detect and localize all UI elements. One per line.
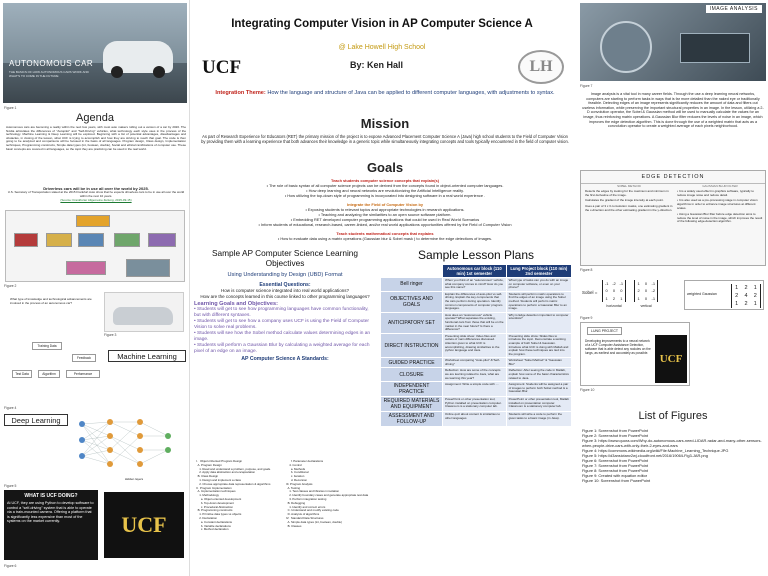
lesson-plan-row-label: ANTICIPATORY SET [381,312,443,333]
lesson-plan-cell-autonomous: Assignment: Write a simple code with .... [443,382,507,397]
matrix-cell: 1 [753,301,757,307]
matrix-cell: 0 [644,288,648,294]
matrix-cell: 1 [637,295,640,301]
goals-3-item: • How to evaluate data using a matrix operations (Gaussian blur & Sobel mask ) to determine the edge detections of images. [277,236,493,241]
standard-item: B. Classes [286,523,302,528]
matrix-cell: -1 [651,295,656,301]
gaussian-blur-heading: GAUSSIAN BLUR FILTER [702,184,738,188]
standard-item: A. Program Design [196,462,222,467]
standard-item: III. Program Analysis [286,481,313,486]
standard-item: 2. Identify boundary cases and generate appropriate test data [286,493,369,498]
ml-node: Test Data [12,370,32,378]
school-name: @ Lake Howell High School [338,44,426,51]
figure-caption-6: Figure 6 [4,564,17,568]
standard-item: b. Conditional [286,470,309,475]
lesson-plan-row-label: GUIDED PRACTICE [381,358,443,368]
standard-item: 2. Apply data abstraction and encapsulation [196,470,256,475]
poster-title [212,18,552,30]
goals-section-3-title: Teach students mathematical concepts that explains [336,231,434,236]
lesson-plan-row-label: ASSESSMENT AND FOLLOW-UP [381,412,443,427]
lesson-plan-row [381,397,572,412]
standard-item: f. Parameter declarations [286,459,324,463]
sobel-item: Calculates the gradient of the image intensity at each point. [585,198,664,203]
lesson-plans-table [380,264,572,427]
standard-item: C. Understand and modify existing code [286,508,339,513]
gaussian-blur-column [677,185,763,224]
lung-project-panel [580,322,690,386]
vertical-label: vertical [640,304,652,308]
lesson-plan-row [381,312,572,333]
car-technology-diagram [5,210,185,282]
ucf-logo: UCF [202,57,242,78]
standard-item: A. Testing [286,485,301,490]
lesson-plans-panel [380,248,572,570]
car-wheel-icon [111,66,123,78]
sobel-vertical-matrix [634,280,658,302]
figure-list-item: Figure 4: https://commons.wikimedia.org/wiki/File:Machine_Learning_Technique.JPG [582,448,729,453]
figure-list-item: Figure 3: https://www.quora.com/Why-do-autonomous-cars-need-LIDAR-radar-and-many-other-sensors-when-people-drive-cars-with-only-their-2-eyes-and-ears [582,438,762,448]
list-of-figures [582,428,764,483]
sobel-item: Detects the edges by looking for the maximum and minimum in the first derivative of the image. [585,188,669,197]
matrix-cell: -1 [604,281,609,286]
figure-caption-7: Figure 7 [580,84,593,88]
agenda-title: Agenda [76,112,114,124]
lesson-plan-cell-lung: Why is Edge detection important to computer scientists? [506,312,571,333]
matrix-cell: -1 [619,281,624,286]
objectives-title: Sample AP Computer Science Learning Objectives [211,248,359,268]
what-is-ucf-text: At UCF, they are using Python to develop software to control a "self-driving" system that is able to operate via a train-mounted camera. Offering a platform that is significantly less expensive than most of the systems on the market currently. [7,501,94,523]
diagram-node [114,233,140,247]
matrix-cell: 1 [735,285,739,291]
lake-howell-monogram: LH [529,58,553,75]
figure-caption-9: Figure 9 [580,316,593,320]
figure-caption-10: Figure 10 [580,388,595,392]
what-is-ucf-title: WHAT IS UCF DOING? [24,493,78,499]
standard-item: 1. Methodology [196,493,219,498]
standard-item: 2. Declaration [196,515,218,520]
standards-left-list [196,460,284,532]
diagram-node [76,215,110,227]
standard-item: d. Recursion [286,477,308,482]
lesson-plan-row-label: DIRECT INSTRUCTION [381,333,443,358]
ap-standards-title: AP Computer Science A Standards: [241,356,329,363]
matrix-cell: 1 [753,285,757,291]
standard-item: A. Simple data types (int, boolean, double) [286,519,342,524]
lesson-plan-cell-lung: What type of tasks can you do with an image on computer software, or even on your phone? [506,278,571,292]
gaussian-matrix-box [684,280,764,310]
ml-node: Training Data [32,342,62,350]
image-analysis-text: Image analysis is a vital tool in many career fields. Through the use a deep learning neural networks, computers are starting to perform tasks in ways that is far more detailed than the naked eye or traditionally feasible. Detecting edges of an image represents significantly reduces the amount of data and filters out useless information, while preserving the important structural properties in an image. In the lesson, utilizing a 2-D convolution operator, the Sobel & Gaussian method will be used to manually calculate the values for an image, thus reinforcing matrix operations. A Gaussian Blur filter reduces the levels of noise in an image, which improves the edge detection algorithm. This is done through the use of a weighted matrix that acts as a convolution operator to create a weighted average of each pixels neighborhood. [582,92,764,129]
standard-item: 1. Design and implement a class [196,477,241,482]
standard-item: 1. Identify and correct errors [286,504,326,509]
lesson-plan-cell-lung: Students will perform matrix operations to find the edges of an image using the Sobel method. Students will perform matrix operations to perform a Gaussian Blur to an image. [506,291,571,312]
goals-content [200,178,570,241]
goals-1-item: • The role of basic syntax of all computer science projects can be derived from the concepts found in object-oriented computer languages. [266,183,504,188]
learning-goal-item: • Students will get to see how programming languages have common functionality, but with different syntaxes. [194,307,376,319]
matrix-cell: 1 [637,281,640,286]
lesson-plan-row-label: Bell ringer [381,278,443,292]
computer-screen-graphic [680,33,750,63]
left-column [0,0,190,576]
diagram-node [126,259,170,277]
integration-theme-label: Integration Theme: [215,90,266,96]
autonomous-car-panel [3,3,187,103]
mission-text: As part of Research Experience for Educators (RET) the primary mission of the project is to expose Advanced Placement Computer Science A (Java) high school students to the Field of Computer Vision by providing them with a learning experience that both advances their knowledge in a generic topic while simultaneously integrating concepts and tools typically encountered in the field of computer vision. [201,134,569,145]
lake-howell-logo [518,50,564,84]
matrix-cell: 2 [637,288,640,294]
goals-2-item: • Inform students of educational, research-based, career-linked, and/or real world applications opportunities offered by the Field of Computer Vision [258,222,512,227]
matrix-cell: 0 [644,295,648,301]
lesson-plan-cell-autonomous: When you think of an "autonomous" vehicle, what company comes to mind? How do you see this name? [443,278,507,292]
goals-1-item: • How deep learning and neural networks are revolutionizing the Artificial Intelligence reality. [306,188,464,193]
figure-caption-2: Figure 2 [4,284,17,288]
lesson-plan-cell-autonomous: Online quiz about content & similarities to other languages [443,412,507,427]
standard-item: I. Object-Oriented Program Design [196,459,243,463]
car-sensor-image [104,292,184,332]
lesson-plan-cell-autonomous: Presenting slide show: Video files and outlets of main differences discussed. Attention given to what UCF is accomplishing, drawing similarities to the python language and Java. [443,333,507,358]
car-panel-title: AUTONOMOUS CAR [9,59,94,68]
lesson-plans-title: Sample Lesson Plans [417,248,535,262]
matrix-cell: 0 [605,288,608,294]
matrix-cell: 1 [605,295,608,301]
edge-detection-panel [580,170,766,266]
standard-item: B. Debugging [286,500,306,505]
standard-item: B. Class Design [196,474,219,479]
matrix-cell: -2 [651,288,656,294]
lesson-plans-body [381,278,572,427]
sobel-item: Uses a pair of 3 x 3 convolution masks, one estimating gradient in the x-direction and the other estimating gradient in the y-direction. [585,204,673,212]
sobel-label: Sobel = [582,290,598,295]
matrix-cell: -2 [612,281,616,286]
integration-theme-text: How the language and structure of Java can be applied to different computer languages, with adjustments to syntax. [267,90,555,96]
lung-project-label: LUNG PROJECT [587,327,622,335]
standards-right-list [286,460,376,528]
goals-section-1-title: Teach students computer science concepts that explain(s) [330,178,440,183]
ucf-logo-image: UCF [104,492,184,558]
figure-list-item: Figure 6: Screenshot from PowerPoint [582,458,648,463]
matrix-equations [580,276,766,314]
lesson-plan-cell-autonomous: Explain the differences of auto-pilot vs self-driving. Explain the key components that the cars perform during operation. Identify common components of computer program languages. [443,291,507,312]
eq-item: How are the concepts learned in this course linked to other programming languages? [200,293,370,299]
agenda-text: Autonomous cars are becoming a reality within the next few years, with most auto makers rolling out a version of a car by 2020. The Nvidia articulates the differences of "Autopilot" and "Self-Driving" vehicles, what technology each style uses in the process of the technology. Machine Learning & Deep Learning will be explored. Beginning with a list of potential advantages, disadvantages and obstacles, in closing of the lesson, what UCF is trying to accomplish and how they are striving to reach that goal. The code is then going to be analyzed and comparisons will be focused in the basis of all languages. Program design, Class design, Implementation techniques, Programming constructs, Simple data types (int, boolean, double), Social and ethical ramifications of computer use. These basic concepts are covered in all languages, so the topic they are practicing can be used in the real world. [6,125,186,151]
learning-goal-item: • Students will perform a Gaussian Blur by calculating a weighted average for each pixel of an edge on an image. [194,343,376,355]
gaussian-item: • It is also used as a pre-processing stage in computer vision algorithms in order to enhance image structures at different scales. [677,198,758,210]
figure-caption-8: Figure 8 [580,268,593,272]
standard-item: IV. Standard Data Structures [286,515,324,520]
matrix-cell: 0 [644,281,648,286]
gaussian-matrix [731,284,761,308]
lesson-plan-cell-lung: Students will write a code to perform the given tasks to a basic image (in Java). [506,412,571,427]
matrix-cell: 1 [620,295,623,301]
lesson-plan-cell-lung: Presenting slide show: Slides files to introduce the topic. Demonstrate a working example of both Sobel & Gaussian. Introduce what UCF is doing with Matlab and explain how these techniques are tied into the program. [506,333,571,358]
standard-item: c. Method declaration [196,527,229,532]
ml-node: Performance [66,370,100,378]
knowledge-question: What type of knowledge and technological advancements are involved in the process of an autonomous car? [10,297,92,305]
driverless-text: U.S. Secretary of Transportation stated at the 2015 Frankfurt Auto show that he expects driverless cars to be in use all over the world within the next 10 years. [7,190,185,198]
lesson-plan-row-label: REQUIRED MATERIALS AND EQUIPMENT [381,397,443,412]
standard-item: c. Procedural Abstraction [196,504,233,509]
figure-caption-3: Figure 3 [104,333,117,337]
figure-caption-4: Figure 4 [4,406,17,410]
lesson-plans-col1-header: Autonomous car block (110 min) 1st semester [443,265,507,278]
standard-item: a. Constant declarations [196,519,232,524]
goals-section-2-title: Integrate the Field of Computer Vision by [346,202,424,207]
driverless-source-link[interactable]: (Source: Frankfurter Allgemeine Zeitung, 2015-09-15) [60,198,132,202]
lesson-plan-cell-lung: PowerPoint or other presentation tool, Matlab installed on presentation computer. Classroom is a stationary computer lab. [506,397,571,412]
matrix-cell: 1 [735,301,739,307]
ml-node: Feedback [72,354,96,362]
ubd-title: Using Understanding by Design (UBD) Format [227,272,343,278]
author-byline: By: Ken Hall [350,60,404,70]
gaussian-item: • Using a Gaussian Blur filter before edge detection aims to reduce the level of noise in the image, which improves the result of the following edge-detection algorithm. [677,211,763,224]
machine-learning-label: Machine Learning [108,350,186,362]
diagram-node [78,233,104,247]
lesson-plan-cell-lung: Reflection: After seeing the code in Matlab, explain how some of the basic characteristics related to Java. [506,368,571,382]
standard-item: 4. Control [286,462,302,467]
diagram-node [14,233,38,247]
figure-list-item: Figure 1: Screenshot from PowerPoint [582,428,648,433]
lesson-plan-cell-autonomous: PowerPoint or other presentation tool, Python installed on presentation computer. Classroom is a stationary computer lab. [443,397,507,412]
objectives-panel [194,248,376,570]
image-analysis-panel [580,3,766,81]
standard-item: 2. Choose appropriate data representation & algorithms [196,481,271,486]
lesson-plan-row-label: CLOSURE [381,368,443,382]
poster-title-text: Integrating Computer Vision in AP Computer Science A [231,18,533,30]
edge-detection-title: EDGE DETECTION [581,171,765,184]
driverless-heading: Driverless cars will be in use all over the world by 2025. [43,186,149,191]
lesson-plan-row [381,412,572,427]
lesson-plan-row [381,333,572,358]
list-of-figures-title: List of Figures [638,410,708,422]
goals-2-item: • Exposing students to relevant topics and appropriate technologies in research applications. [305,207,465,212]
matrix-cell: 2 [612,295,616,301]
standard-item: a. Object-oriented development [196,496,242,501]
standard-item: A. Implementation techniques [196,489,236,494]
standard-item: D. Analysis of algorithms [286,512,320,517]
figure-caption-5: Figure 5 [4,484,17,488]
lesson-plan-row [381,278,572,292]
lesson-plan-row-label: OBJECTIVES AND GOALS [381,291,443,312]
lesson-plans-header-row [381,265,572,278]
goals-2-item: • Teaching and analyzing the similarities to an open source software platform. [318,212,452,217]
car-wheel-icon [153,66,165,78]
car-shape [113,307,173,325]
figure-list-item: Figure 5: https://d3ansictanv2wj.cloudfront.net/2016/1906/LFig3-JAR.png [582,453,708,458]
diagram-node [46,233,72,247]
standard-item: c. Iteration [286,474,305,479]
matrix-cell: 0 [620,288,623,294]
figure-caption-1: Figure 1 [4,106,17,110]
lesson-plan-row [381,291,572,312]
matrix-cell: -1 [651,281,656,286]
matrix-cell: 4 [744,293,748,299]
matrix-cell: 2 [744,301,748,307]
learning-goal-item: • Students will get to see how a company uses UCF is using the Field of Computer Vision to solve real problems. [194,319,376,331]
standard-item: b. Top-down development [196,500,234,505]
essential-questions-title: Essential Questions: [259,282,311,288]
gaussian-item: • It is a widely used effect in graphics software, typically to reduce image noise and reduce detail. [677,188,754,197]
learning-goals-title: Learning Goals and Objectives: [194,301,278,308]
goals-1-item: • How utilizing the top-down style of programming is incorporated into designing software in a real world experience . [284,193,486,198]
sobel-method-heading: SOBEL METHOD [617,184,641,188]
figure-list-item: Figure 9: Created with equation editor [582,473,648,478]
what-is-ucf-panel [4,490,98,560]
lesson-plans-corner [381,265,443,278]
lung-project-text: Developing improvements to a neural network of a UCF Computer Assistance Detection, software that is able detect any nodules on the lungs, as earliest and accurately as possible. [585,339,651,355]
lesson-plans-col2-header: Lung Project block (110 min) 2nd semester [506,265,571,278]
lesson-plan-cell-lung: Worksheet "Sobel Method" & "Gaussian Blur" [506,358,571,368]
eq-item: How is computer science integrated into real world applications? [220,288,350,293]
standard-item: 1. Primitive data types vs objects [196,512,242,517]
goals-title: Goals [366,160,404,175]
sobel-method-column [585,185,673,213]
diagram-node [66,261,106,275]
integration-theme [200,90,570,97]
standard-item: 3. Perform integration testing [286,496,327,501]
standard-item: a. Methods [286,466,306,471]
right-column [576,0,768,576]
learning-goal-item: • Students will see how the Sobel method calculate values determining edges in an image. [194,331,376,343]
deep-learning-label: Deep Learning [4,414,68,426]
standard-item: B. Programming constructs [196,508,233,513]
matrix-cell: 2 [753,293,757,299]
horizontal-label: horizontal [606,304,622,308]
lung-project-ucf-logo: UCF [655,335,687,383]
hidden-layers-label: Hidden layers [124,477,144,481]
figure-list-item: Figure 2: Screenshot from PowerPoint [582,433,648,438]
machine-learning-diagram [8,340,108,404]
image-analysis-title: IMAGE ANALYSIS [706,5,762,13]
car-panel-subtitle: THE BASICS OF HOW AUTONOMOUS CARS WORK AND WHAT'S TO COME IN THE FUTURE [9,70,89,78]
lesson-plan-row [381,368,572,382]
goals-2-item: • Embedding RET developed computer programming applications that could be used in Real World Scenarios [290,217,480,222]
lesson-plan-row [381,382,572,397]
figure-list-item: Figure 7: Screenshot from PowerPoint [582,463,648,468]
weighted-gaussian-label: weighted Gaussian [687,292,717,296]
diagram-node [148,233,176,247]
lesson-plan-cell-autonomous: How does an "autonomous" vehicle operate? What separates the existing, functional cars from those that will be on the market in the near future? Is there a difference? [443,312,507,333]
figure-list-item: Figure 8: Screenshot from PowerPoint [582,468,648,473]
ml-node: Algorithm [38,370,60,378]
standard-item: 1. Test classes and libraries in isolation [286,489,340,494]
sobel-horizontal-matrix [602,280,626,302]
standard-item: II. Program Implementation [196,485,232,490]
lesson-plan-row-label: INDEPENDENT PRACTICE [381,382,443,397]
standard-item: b. Variable declarations [196,523,231,528]
matrix-cell: 2 [744,285,748,291]
matrix-cell: 0 [612,288,616,294]
lesson-plan-cell-autonomous: Reflection: How are some of the concepts we are learning related to Java, what are we learning this year? [443,368,507,382]
standard-item: 1. Read and understand a problem, purpose, and goals. [196,466,271,471]
lesson-plan-row [381,358,572,368]
neural-network-diagram [70,414,184,478]
mission-title: Mission [360,116,410,131]
lens-graphic [600,21,652,73]
lesson-plan-cell-lung: Assignment: Students will be assigned a pair of images to perform both Sobel method & a Gaussian Blur. [506,382,571,397]
lesson-plan-cell-autonomous: Worksheet comparing "Auto-pilot" &"Self-driving" [443,358,507,368]
matrix-cell: 2 [735,293,739,299]
figure-list-item: Figure 10: Screenshot from PowerPoint [582,478,651,483]
